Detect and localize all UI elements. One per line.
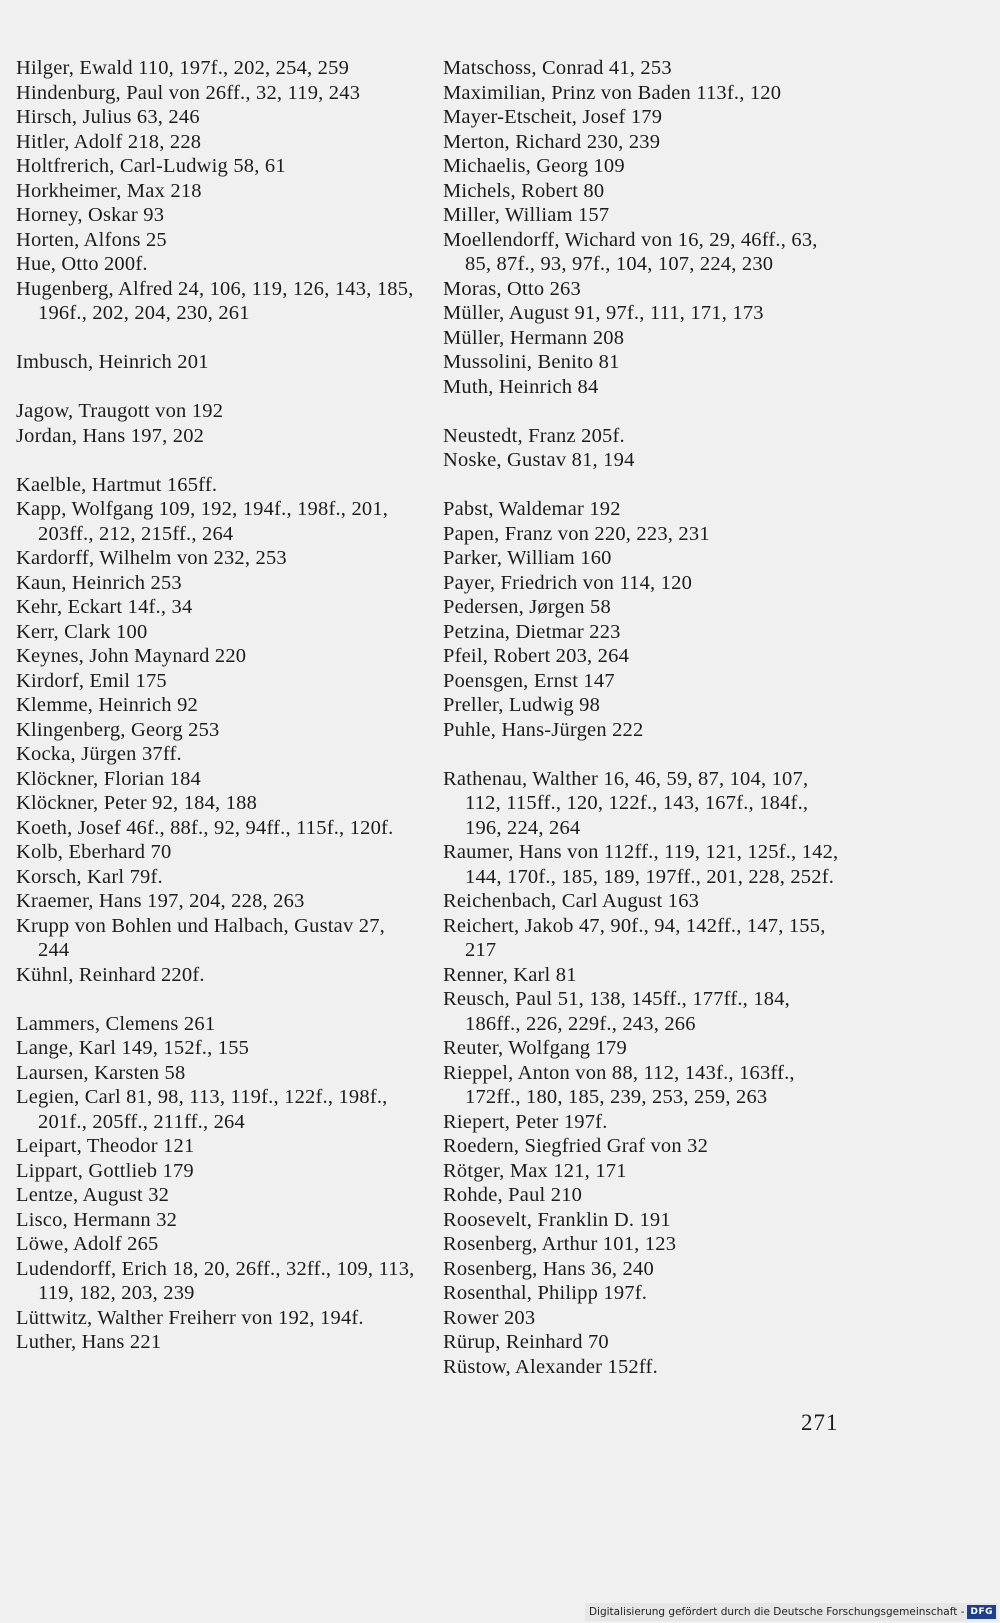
- section-gap: [443, 473, 843, 498]
- index-entry: Noske, Gustav 81, 194: [443, 449, 635, 471]
- index-entry: Reichert, Jakob 47, 90f., 94, 142ff., 147, 155, 217: [443, 914, 826, 961]
- index-entry: Matschoss, Conrad 41, 253: [443, 57, 672, 79]
- index-entry: Ludendorff, Erich 18, 20, 26ff., 32ff., 109, 113, 119, 182, 203, 239: [16, 1257, 415, 1304]
- index-entry: Leipart, Theodor 121: [16, 1135, 195, 1157]
- index-entry: Hitler, Adolf 218, 228: [16, 130, 202, 153]
- index-entry: Hue, Otto 200f.: [16, 253, 148, 275]
- index-entry: Mussolini, Benito 81: [443, 351, 620, 373]
- section-gap: [443, 399, 843, 424]
- index-entry: Rosenberg, Arthur 101, 123: [443, 1233, 677, 1255]
- index-entry: Papen, Franz von 220, 223, 231: [443, 522, 710, 545]
- section-gap: [16, 375, 416, 400]
- index-entry: Riepert, Peter 197f.: [443, 1110, 608, 1133]
- index-entry: Merton, Richard 230, 239: [443, 130, 661, 153]
- index-entry: Kolb, Eberhard 70: [16, 841, 172, 863]
- index-entry: Moras, Otto 263: [443, 277, 581, 300]
- index-entry: Rosenberg, Hans 36, 240: [443, 1257, 654, 1280]
- index-entry: Pfeil, Robert 203, 264: [443, 645, 630, 667]
- index-entry: Miller, William 157: [443, 204, 610, 226]
- index-entry: Reuter, Wolfgang 179: [443, 1037, 627, 1059]
- index-column-left: [16, 56, 416, 1355]
- index-entry: Rathenau, Walther 16, 46, 59, 87, 104, 107, 112, 115ff., 120, 122f., 143, 167f., 184f., 196, 224, 264: [443, 767, 809, 839]
- section-gap: [443, 742, 843, 767]
- section-gap: [16, 987, 416, 1012]
- index-entry: Legien, Carl 81, 98, 113, 119f., 122f., 198f., 201f., 205ff., 211ff., 264: [16, 1086, 388, 1133]
- index-entry: Korsch, Karl 79f.: [16, 865, 163, 888]
- index-entry: Payer, Friedrich von 114, 120: [443, 571, 693, 594]
- index-entry: Kerr, Clark 100: [16, 620, 148, 643]
- index-entry: Lippart, Gottlieb 179: [16, 1159, 194, 1182]
- index-entry: Kraemer, Hans 197, 204, 228, 263: [16, 890, 305, 912]
- index-entry: Löwe, Adolf 265: [16, 1233, 159, 1255]
- index-entry: Roedern, Siegfried Graf von 32: [443, 1135, 709, 1157]
- index-entry: Petzina, Dietmar 223: [443, 620, 621, 643]
- page-number: 271: [801, 1410, 839, 1435]
- index-entry: Hugenberg, Alfred 24, 106, 119, 126, 143, 185, 196f., 202, 204, 230, 261: [16, 277, 414, 324]
- index-entry: Klemme, Heinrich 92: [16, 694, 198, 716]
- footer-text: Digitalisierung gefördert durch die Deutsche Forschungsgemeinschaft -: [588, 1606, 965, 1618]
- index-entry: Raumer, Hans von 112ff., 119, 121, 125f., 142, 144, 170f., 185, 189, 197ff., 201, 228, 252f.: [443, 841, 839, 888]
- index-entry: Lange, Karl 149, 152f., 155: [16, 1037, 250, 1059]
- index-entry: Hindenburg, Paul von 26ff., 32, 119, 243: [16, 81, 361, 104]
- index-entry: Horten, Alfons 25: [16, 228, 167, 251]
- index-entry: Rötger, Max 121, 171: [443, 1159, 627, 1182]
- index-entry: Maximilian, Prinz von Baden 113f., 120: [443, 81, 782, 104]
- index-entry: Hirsch, Julius 63, 246: [16, 106, 200, 128]
- index-entry: Rower 203: [443, 1306, 536, 1329]
- index-entry: Kühnl, Reinhard 220f.: [16, 963, 205, 986]
- index-entry: Lüttwitz, Walther Freiherr von 192, 194f.: [16, 1306, 364, 1329]
- index-entry: Kaun, Heinrich 253: [16, 571, 182, 594]
- index-entry: Michels, Robert 80: [443, 179, 605, 202]
- index-entry: Neustedt, Franz 205f.: [443, 424, 625, 447]
- index-entry: Rürup, Reinhard 70: [443, 1331, 609, 1353]
- index-entry: Horney, Oskar 93: [16, 204, 165, 226]
- index-entry: Reusch, Paul 51, 138, 145ff., 177ff., 184, 186ff., 226, 229f., 243, 266: [443, 988, 791, 1035]
- index-entry: Müller, August 91, 97f., 111, 171, 173: [443, 302, 764, 324]
- index-entry: Roosevelt, Franklin D. 191: [443, 1208, 671, 1231]
- index-entry: Lentze, August 32: [16, 1184, 170, 1206]
- index-entry: Lisco, Hermann 32: [16, 1208, 178, 1231]
- index-entry: Puhle, Hans-Jürgen 222: [443, 718, 644, 741]
- index-entry: Jordan, Hans 197, 202: [16, 424, 205, 447]
- index-entry: Hilger, Ewald 110, 197f., 202, 254, 259: [16, 57, 350, 79]
- index-entry: Rohde, Paul 210: [443, 1184, 583, 1206]
- index-entry: Lammers, Clemens 261: [16, 1012, 216, 1035]
- index-entry: Kocka, Jürgen 37ff.: [16, 743, 182, 765]
- index-entry: Pedersen, Jørgen 58: [443, 596, 611, 618]
- index-entry: Keynes, John Maynard 220: [16, 645, 247, 667]
- index-entry: Kardorff, Wilhelm von 232, 253: [16, 547, 287, 569]
- index-entry: Klöckner, Peter 92, 184, 188: [16, 792, 258, 814]
- index-entry: Klingenberg, Georg 253: [16, 718, 220, 741]
- index-entry: Luther, Hans 221: [16, 1331, 162, 1353]
- index-entry: Michaelis, Georg 109: [443, 155, 625, 177]
- section-gap: [16, 326, 416, 351]
- index-entry: Preller, Ludwig 98: [443, 694, 601, 716]
- index-entry: Laursen, Karsten 58: [16, 1061, 186, 1084]
- index-entry: Jagow, Traugott von 192: [16, 400, 224, 422]
- index-entry: Rosenthal, Philipp 197f.: [443, 1282, 648, 1304]
- index-entry: Kaelble, Hartmut 165ff.: [16, 473, 218, 496]
- funding-footer: [585, 1603, 998, 1621]
- index-entry: Müller, Hermann 208: [443, 326, 625, 349]
- index-entry: Kehr, Eckart 14f., 34: [16, 596, 193, 618]
- index-entry: Klöckner, Florian 184: [16, 767, 201, 790]
- index-entry: Moellendorff, Wichard von 16, 29, 46ff., 63, 85, 87f., 93, 97f., 104, 107, 224, 230: [443, 228, 818, 275]
- index-entry: Rüstow, Alexander 152ff.: [443, 1355, 658, 1378]
- index-entry: Rieppel, Anton von 88, 112, 143f., 163ff., 172ff., 180, 185, 239, 253, 259, 263: [443, 1061, 795, 1108]
- section-gap: [16, 448, 416, 473]
- index-entry: Imbusch, Heinrich 201: [16, 351, 209, 373]
- index-entry: Holtfrerich, Carl-Ludwig 58, 61: [16, 155, 286, 177]
- index-entry: Pabst, Waldemar 192: [443, 498, 621, 520]
- index-column-right: [443, 56, 843, 1379]
- index-entry: Kirdorf, Emil 175: [16, 669, 167, 692]
- index-entry: Muth, Heinrich 84: [443, 375, 599, 398]
- index-entry: Mayer-Etscheit, Josef 179: [443, 106, 663, 128]
- index-entry: Horkheimer, Max 218: [16, 179, 202, 202]
- index-entry: Reichenbach, Carl August 163: [443, 890, 700, 912]
- index-entry: Krupp von Bohlen und Halbach, Gustav 27, 244: [16, 914, 385, 961]
- index-entry: Parker, William 160: [443, 547, 612, 569]
- index-entry: Koeth, Josef 46f., 88f., 92, 94ff., 115f., 120f.: [16, 816, 394, 839]
- index-entry: Poensgen, Ernst 147: [443, 669, 615, 692]
- index-entry: Renner, Karl 81: [443, 963, 577, 986]
- index-entry: Kapp, Wolfgang 109, 192, 194f., 198f., 201, 203ff., 212, 215ff., 264: [16, 498, 389, 545]
- dfg-logo: DFG: [967, 1605, 996, 1619]
